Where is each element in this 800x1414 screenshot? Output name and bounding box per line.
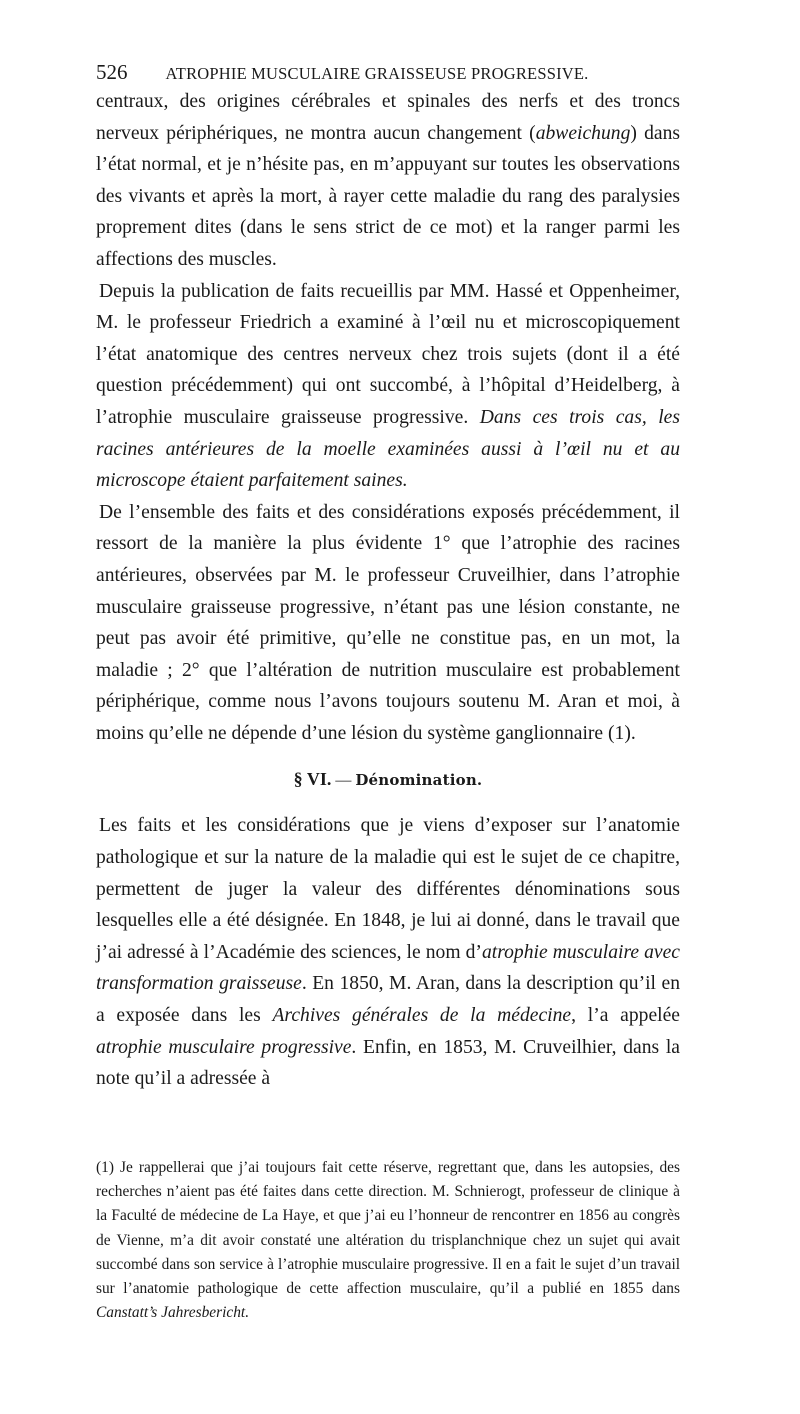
p4-text-c: , l’a appelée <box>571 1005 680 1027</box>
p2-italic: Dans ces trois cas, les racines antérieures de la moelle examinées aussi à l’œil nu et au microscope étaient parfaitement saines. <box>96 406 680 492</box>
main-text <box>96 86 680 1095</box>
paragraph-2 <box>96 276 680 497</box>
section-dash: — <box>335 772 352 790</box>
footnote <box>96 1156 680 1325</box>
p1-italic: abweichung <box>535 122 631 144</box>
running-title: ATROPHIE MUSCULAIRE GRAISSEUSE PROGRESSIVE. <box>165 64 589 83</box>
p4-italic-c: atrophie musculaire progressive <box>96 1036 352 1058</box>
paragraph-1 <box>96 86 680 276</box>
p4-text-d: . Enfin, en 1853, M. Cruveilhier, dans la note qu’il a adressée à <box>96 1036 681 1090</box>
footnote-text <box>96 1156 680 1325</box>
section-title: Dénomination. <box>355 771 483 790</box>
section-number: § VI. <box>293 769 332 790</box>
footnote-body: (1) Je rappellerai que j’ai toujours fait cette réserve, regrettant que, dans les autopsies, des recherches n’aient pas été faites dans cette direction. M. Schnierogt, professeur de clinique à la Faculté de médecine de La Haye, et que j’ai eu l’honneur de rencontrer en 1856 au congrès de Vienne, m’a dit avoir constaté une altération du trisplanchnique chez un sujet qui avait succombé dans son service à l’atrophie musculaire progressive. Il en a fait le sujet d’un travail sur l’anatomie pathologique de cette affection musculaire, qu’il a publié en 1855 dans <box>96 1159 680 1298</box>
p1-text-b: ) dans l’état normal, et je n’hésite pas, en m’appuyant sur toutes les observations des vivants et après la mort, à rayer cette maladie du rang des paralysies proprement dites (dans le sens strict de ce mot) et la ranger parmi les affections des muscles. <box>96 122 680 270</box>
p4-italic-a: atrophie musculaire avec transformation graisseuse <box>96 941 680 995</box>
p2-text-a: Depuis la publication de faits recueillis par MM. Hassé et Oppenheimer, M. le professeur Friedrich a examiné à l’œil nu et microscopiquement l’état anatomique des centres nerveux chez trois sujets (dont il a été question précédemment) qui ont succombé, à l’hôpital d’Heidelberg, à l’atrophie musculaire graisseuse progressive. <box>96 280 680 428</box>
running-header <box>96 60 676 85</box>
p4-text-b: . En 1850, M. Aran, dans la description qu’il en a exposée dans les <box>96 973 680 1027</box>
section-heading <box>96 768 680 792</box>
page-number: 526 <box>96 60 128 84</box>
paragraph-3: De l’ensemble des faits et des considérations exposés précédemment, il ressort de la manière la plus évidente 1° que l’atrophie des racines antérieures, observées par M. le professeur Cruveilhier, dans l’atrophie musculaire graisseuse progressive, n’étant pas une lésion constante, ne peut pas avoir été primitive, qu’elle ne constitue pas, en un mot, la maladie ; 2° que l’altération de nutrition musculaire est probablement périphérique, comme nous l’avons toujours soutenu M. Aran et moi, à moins qu’elle ne dépende d’une lésion du système ganglionnaire (1). <box>96 501 680 744</box>
footnote-italic: Canstatt’s Jahresbericht. <box>96 1304 250 1322</box>
p4-italic-b: Archives générales de la médecine <box>272 1005 572 1027</box>
p4-text-a: Les faits et les considérations que je viens d’exposer sur l’anatomie pathologique et sur la nature de la maladie qui est le sujet de ce chapitre, permettent de juger la valeur des différentes dénominations sous lesquelles elle a été désignée. En 1848, je lui ai donné, dans le travail que j’ai adressé à l’Académie des sciences, le nom d’ <box>96 815 680 963</box>
paragraph-4 <box>96 810 680 1094</box>
p1-text-a: centraux, des origines cérébrales et spinales des nerfs et des troncs nerveux périphériques, ne montra aucun changement ( <box>96 91 680 144</box>
